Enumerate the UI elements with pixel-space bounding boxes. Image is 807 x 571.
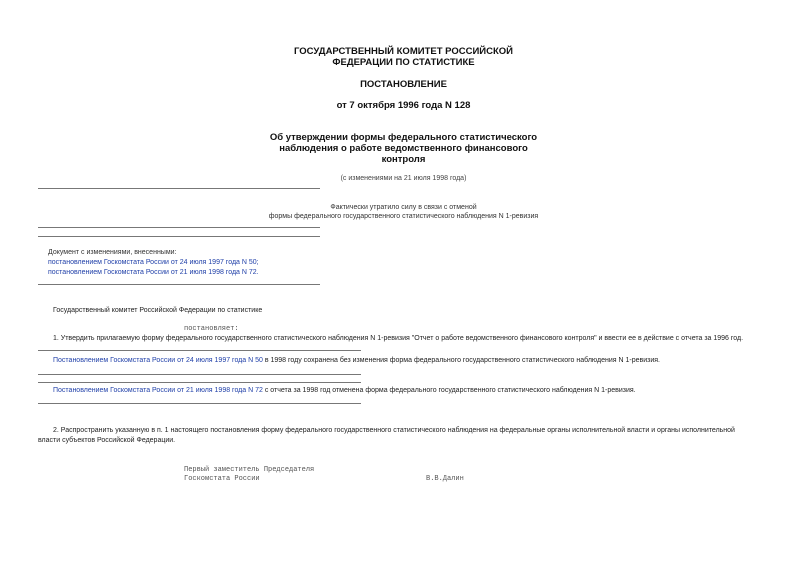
signatory-title-line1: Первый заместитель Председателя (184, 466, 315, 474)
divider (38, 227, 320, 228)
status-note-line2: формы федерального государственного статистического наблюдения N 1-ревизия (268, 213, 539, 220)
issuer-text: Государственный комитет Российской Федерации по статистике (53, 307, 263, 314)
divider (38, 403, 361, 404)
editorial-note-1 (53, 356, 660, 366)
document-title-line3: контроля (381, 154, 426, 165)
note-link-1997[interactable]: Постановлением Госкомстата России от 24 июля 1997 года N 50 (53, 357, 263, 364)
signatory-name: В.В.Далин (426, 475, 464, 483)
org-name-line2: ФЕДЕРАЦИИ ПО СТАТИСТИКЕ (332, 57, 475, 68)
divider (38, 236, 320, 237)
document-title-line1: Об утверждении формы федерального статистического (269, 132, 538, 143)
document-type: ПОСТАНОВЛЕНИЕ (360, 79, 447, 90)
item-1: 1. Утвердить прилагаемую форму федерального государственного статистического наблюдения N 1-ревизия "Отчет о работе ведомственного финансового контроля" и ввести ее в действие с отчета за 1996 год. (53, 335, 744, 342)
amendment-link-1997[interactable]: постановлением Госкомстата России от 24 июля 1997 года N 50; (48, 259, 259, 266)
divider (38, 188, 320, 189)
note-text-1998: с отчета за 1998 год отменена форма федерального государственного статистического наблюдения N 1-ревизия. (262, 387, 636, 394)
amendments-note: (с изменениями на 21 июля 1998 года) (340, 175, 467, 182)
changes-intro: Документ с изменениями, внесенными: (48, 249, 177, 256)
document-date-number: от 7 октября 1996 года N 128 (336, 100, 471, 111)
divider (38, 284, 320, 285)
divider (38, 350, 361, 351)
status-note-line1: Фактически утратило силу в связи с отменой (330, 204, 477, 211)
note-link-1998[interactable]: Постановлением Госкомстата России от 21 июля 1998 года N 72 (53, 387, 263, 394)
divider (38, 374, 361, 375)
signatory-title-line2: Госкомстата России (184, 475, 260, 483)
item-2-line1: 2. Распространить указанную в п. 1 настоящего постановления форму федерального государственного статистического наблюдения на федеральные органы исполнительной власти и органы исполнительной (53, 427, 735, 434)
amendment-link-1998[interactable]: постановлением Госкомстата России от 21 июля 1998 года N 72. (48, 269, 259, 276)
decree-word: постановляет: (184, 325, 239, 333)
editorial-note-2 (53, 386, 636, 396)
note-text-1997: в 1998 году сохранена без изменения форма федерального государственного статистического наблюдения N 1-ревизия. (262, 357, 660, 364)
divider (38, 382, 361, 383)
item-2-line2: власти субъектов Российской Федерации. (38, 437, 176, 444)
org-name-line1: ГОСУДАРСТВЕННЫЙ КОМИТЕТ РОССИЙСКОЙ (293, 46, 514, 57)
document-title-line2: наблюдения о работе ведомственного финансового (279, 143, 528, 154)
